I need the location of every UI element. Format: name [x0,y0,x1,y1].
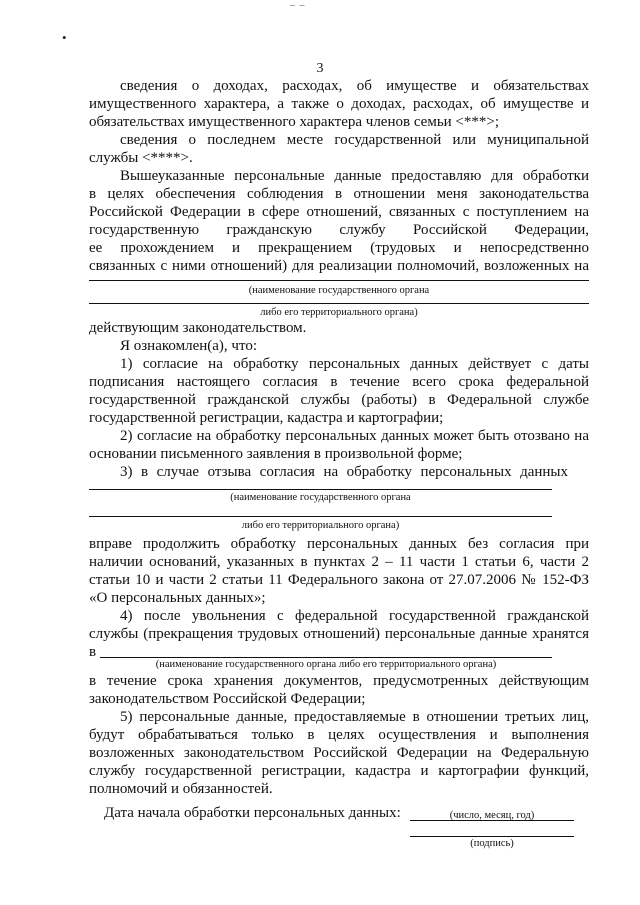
text-line: 2) согласие на обработку персональных данных может быть отозвано на [120,428,589,444]
text-line: «О персональных данных»; [89,590,266,606]
text-line: службу государственной регистрации, кадастра и картографии функций, [89,763,589,779]
scan-mark: – – [290,0,306,11]
date-label: Дата начала обработки персональных данных: [104,805,401,821]
text-line: законодательством Российской Федерации; [89,691,366,707]
organ-name-caption: (наименование государственного органа [248,285,430,296]
text-line: связанных с ними отношений) для реализации полномочий, возложенных на [89,258,589,274]
organ-name-caption-2: (наименование государственного органа [230,492,411,503]
signature-blank[interactable] [410,836,574,837]
date-caption: (число, месяц, год) [449,810,535,821]
text-line: государственную гражданскую службу Российской Федерации, [89,222,589,238]
text-line: службы (прекращения трудовых отношений) персональные данные хранятся [89,626,589,642]
text-line: 3) в случае отзыва согласия на обработку персональных данных [120,464,568,480]
text-line: службы <****>. [89,150,193,166]
text-line: в [89,644,97,660]
text-line: 5) персональные данные, предоставляемые в отношении третьих лиц, [120,709,589,725]
text-line: 4) после увольнения с федеральной государственной гражданской [120,608,589,624]
organ-name-blank[interactable] [89,280,589,281]
page-number: 3 [316,61,324,76]
text-line: Российской Федерации в сфере отношений, связанных с поступлением на [89,204,589,220]
text-line: подписания настоящего согласия в течение всего срока федеральной [89,374,589,390]
storage-organ-caption: (наименование государственного органа либо его территориального органа) [155,659,497,670]
text-line: в целях обеспечения соблюдения в отношении меня законодательства [89,186,589,202]
text-line: полномочий и обязанностей. [89,781,273,797]
text-line: основании письменного заявления в произвольной форме; [89,446,463,462]
text-line: возложенных законодательством Российской Федерации на Федеральную [89,745,589,761]
text-line: будут обрабатываться только в целях осуществления и выполнения [89,727,589,743]
text-line: действующим законодательством. [89,320,307,336]
organ-territorial-blank[interactable] [89,303,589,304]
organ-territorial-caption: либо его территориального органа) [260,307,418,318]
text-line: вправе продолжить обработку персональных данных без согласия при [89,536,589,552]
text-line: сведения о доходах, расходах, об имуществе и обязательствах [120,78,589,94]
text-line: статьи 10 и части 2 статьи 11 Федерального закона от 27.07.2006 № 152-ФЗ [89,572,589,588]
signature-caption: (подпись) [470,838,514,849]
organ-territorial-blank-2[interactable] [89,516,552,517]
storage-organ-blank[interactable] [100,657,552,658]
organ-territorial-caption-2: либо его территориального органа) [241,520,400,531]
text-line: Вышеуказанные персональные данные предоставляю для обработки [120,168,589,184]
organ-name-blank-2[interactable] [89,489,552,490]
text-line: имущественного характера, а также о доходах, расходах, об имуществе и [89,96,589,112]
text-line: обязательствах имущественного характера членов семьи <***>; [89,114,500,130]
text-line: сведения о последнем месте государственной или муниципальной [120,132,589,148]
text-line: ее прохождением и прекращением (трудовых и непосредственно [89,240,589,256]
text-line: наличии оснований, указанных в пунктах 2 – 11 части 1 статьи 6, части 2 [89,554,589,570]
text-line: в течение срока хранения документов, предусмотренных действующим [89,673,589,689]
text-line: 1) согласие на обработку персональных данных действует с даты [120,356,589,372]
scan-dot: • [62,30,67,45]
text-line: государственной регистрации, кадастра и картографии; [89,410,444,426]
text-line: Я ознакомлен(а), что: [120,338,257,354]
text-line: государственной гражданской службы (работы) в Федеральной службе [89,392,589,408]
